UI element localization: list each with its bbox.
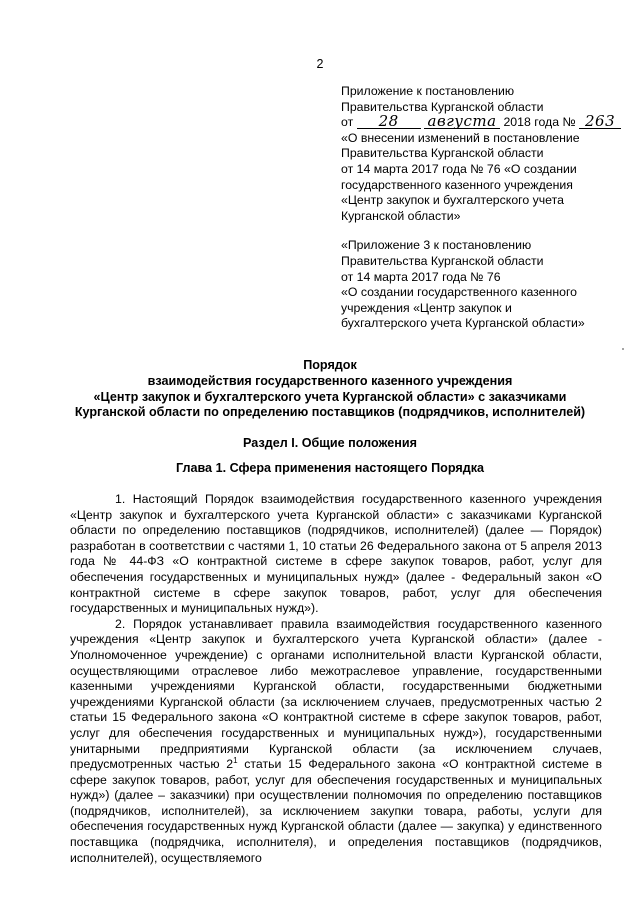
section-heading: Раздел I. Общие положения bbox=[243, 436, 417, 450]
superscript: 1 bbox=[233, 756, 238, 765]
title-line: «Центр закупок и бухгалтерского учета Курганской области» с заказчиками bbox=[93, 389, 567, 404]
annex-line: Курганской области» bbox=[341, 208, 461, 223]
title-line: взаимодействия государственного казенного учреждения bbox=[147, 373, 513, 388]
annex-line: государственного казенного учреждения bbox=[341, 177, 573, 192]
appendix3-line: «Приложение 3 к постановлению bbox=[341, 238, 532, 253]
appendix3-line: от 14 марта 2017 года № 76 bbox=[341, 269, 501, 284]
appendix3-line: бухгалтерского учета Курганской области» bbox=[341, 316, 585, 331]
annex-line: «О внесении изменений в постановление bbox=[341, 130, 580, 145]
document-title bbox=[40, 358, 620, 421]
paragraph-2 bbox=[70, 617, 602, 867]
body-text bbox=[70, 492, 602, 866]
title-line: Порядок bbox=[303, 358, 357, 372]
annex-line: «Центр закупок и бухгалтерского учета bbox=[341, 193, 564, 208]
handwritten-day: 28 bbox=[357, 115, 421, 129]
annex-block bbox=[341, 84, 631, 332]
handwritten-month: августа bbox=[424, 115, 500, 129]
annex-line: от 14 марта 2017 года № 76 «О создании bbox=[341, 161, 577, 176]
paragraph-2-part1: 2. Порядок устанавливает правила взаимодействия государственного казенного учреждения «Центр закупок и бухгалтерского учета Курганской области» (далее - Уполномоченное учреждение) с органами исполнительной власти Курганской области, осуществляющими отраслевое либо межотраслевое управление, государственными казенными учреждениями Курганской области, государственными бюджетными учреждениями Курганской области (за исключением случаев, предусмотренных частью 2 статьи 15 Федерального закона «О контрактной системе в сфере закупок товаров, работ, услуг для обеспечения государственных и муниципальных нужд»), государственными унитарными предприятиями Курганской области (за исключением случаев, предусмотренных частью 2 bbox=[70, 616, 602, 772]
year-text: 2018 года № bbox=[503, 115, 576, 130]
paragraph-2-part2: статьи 15 Федерального закона «О контрактной системе в сфере закупок товаров, работ, услуг для обеспечения государственных и муниципальных нужд») (далее – заказчики) при осуществлении полномочия по определению поставщиков (подрядчиков, исполнителей), за исключением закупки товара, работы, услуги для обеспечения государственных нужд Курганской области (далее — закупка) у единственного поставщика (подрядчика, исполнителя), и определения поставщиков (подрядчиков, исполнителей), осуществляемого bbox=[70, 757, 602, 865]
annex-line: Правительства Курганской области bbox=[341, 99, 544, 114]
handwritten-doc-number: 263 bbox=[579, 115, 621, 129]
title-line: Курганской области по определению поставщиков (подрядчиков, исполнителей) bbox=[74, 405, 586, 420]
page-number: 2 bbox=[316, 57, 324, 71]
from-prefix: от bbox=[341, 115, 354, 130]
appendix3-line: учреждения «Центр закупок и bbox=[341, 300, 512, 315]
appendix3-line: «О создании государственного казенного bbox=[341, 285, 578, 300]
annex-line: Приложение к постановлению bbox=[341, 84, 515, 98]
annex-line: Правительства Курганской области bbox=[341, 146, 544, 161]
paragraph-1: 1. Настоящий Порядок взаимодействия государственного казенного учреждения «Центр закупок и бухгалтерского учета Курганской области» с заказчиками Курганской области по определению поставщиков (подрядчиков, исполнителей) (далее — Порядок) разработан в соответствии с частями 1, 10 статьи 26 Федерального закона от 5 апреля 2013 года № 44-ФЗ «О контрактной системе в сфере закупок товаров, работ, услуг для обеспечения государственных и муниципальных нужд» (далее - Федеральный закон «О контрактной системе в сфере закупок товаров, работ, услуг для обеспечения государственных и муниципальных нужд»). bbox=[70, 492, 602, 616]
scan-speck bbox=[622, 348, 624, 350]
chapter-heading: Глава 1. Сфера применения настоящего Порядка bbox=[175, 461, 485, 475]
annex-date-line bbox=[341, 112, 631, 131]
appendix3-line: Правительства Курганской области bbox=[341, 253, 544, 268]
